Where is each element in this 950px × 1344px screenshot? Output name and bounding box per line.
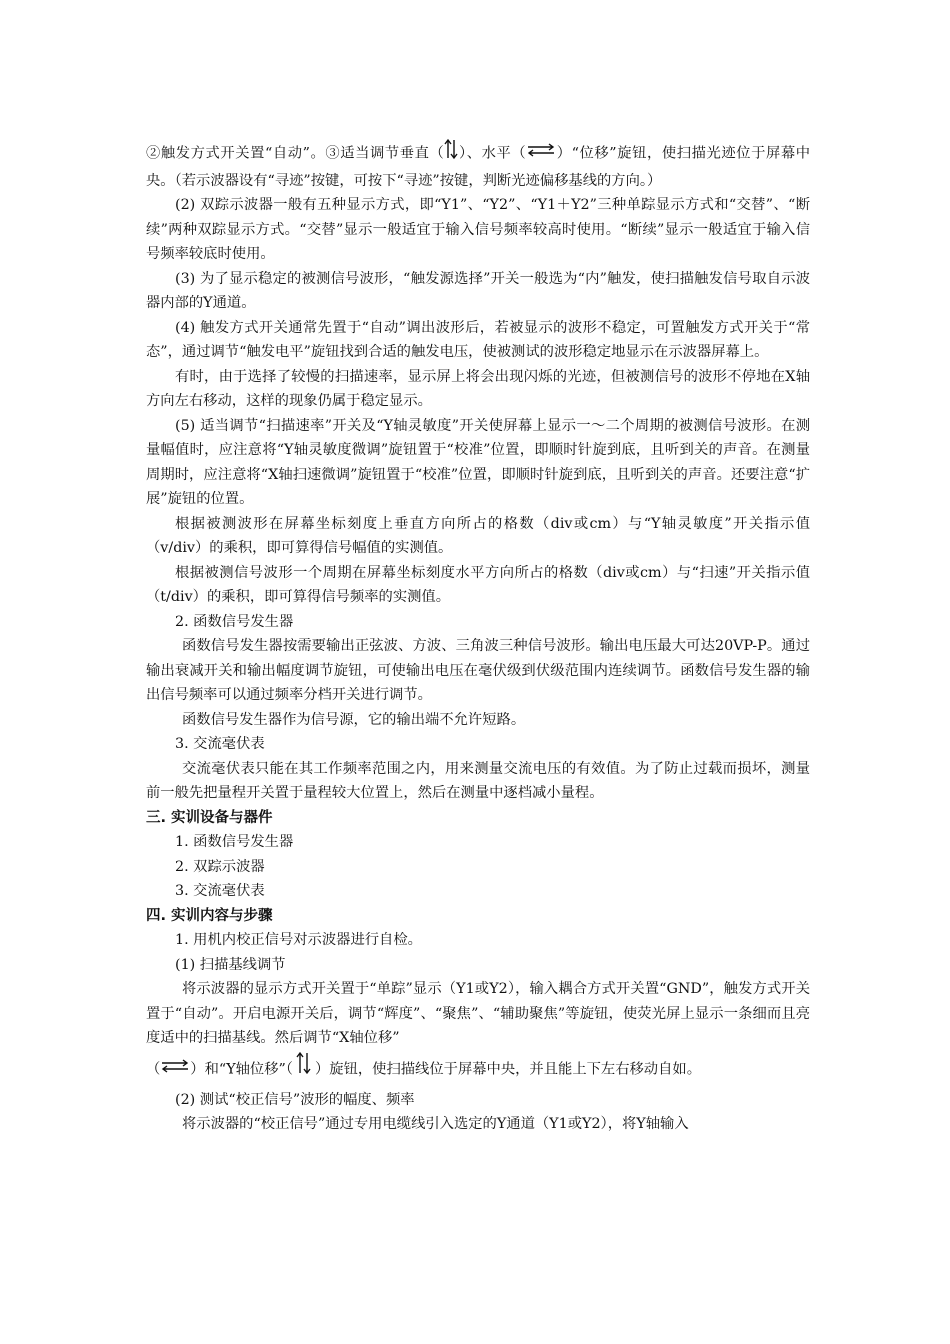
text: ）“位移”旋钮，使扫描光迹位于屏幕中央。（若示波器设有“寻迹”按键，可按下“寻迹”按键，判断光迹偏移基线的方向。） <box>146 145 810 189</box>
list-item: 2. 双踪示波器 <box>175 858 265 875</box>
text: ）和“Y轴位移”（ <box>190 1061 293 1077</box>
text: ）旋钮，使扫描线位于屏幕中央，并且能上下左右移动自如。 <box>314 1061 701 1077</box>
list-item: 3. 交流毫伏表 <box>175 883 265 899</box>
step-1-2: (2) 测试“校正信号”波形的幅度、频率 <box>175 1091 415 1108</box>
section-heading-equipment: 三. 实训设备与器件 <box>146 809 273 826</box>
paragraph-5: 有时，由于选择了较慢的扫描速率，显示屏上将会出现闪烁的光迹，但被测信号的波形不停地在X轴方向左右移动，这样的现象仍属于稳定显示。 <box>146 368 810 409</box>
paragraph-4: (4) 触发方式开关通常先置于“自动”调出波形后，若被显示的波形不稳定，可置触发方式开关于“常态”，通过调节“触发电平”旋钮找到合适的触发电压，使被测试的波形稳定地显示在示波器屏幕上。 <box>146 319 810 360</box>
horizontal-shift-arrows-icon <box>160 1052 190 1086</box>
horizontal-shift-arrows-icon <box>526 141 556 166</box>
text: （ <box>146 1061 161 1077</box>
list-item: 1. 函数信号发生器 <box>175 834 294 850</box>
paragraph-7: 根据被测波形在屏幕坐标刻度上垂直方向所占的格数（div或cm）与“Y轴灵敏度”开关指示值（v/div）的乘积，即可算得信号幅值的实测值。 <box>146 515 810 556</box>
paragraph-6: (5) 适当调节“扫描速率”开关及“Y轴灵敏度”开关使屏幕上显示一～二个周期的被测信号波形。在测量幅值时，应注意将“Y轴灵敏度微调”旋钮置于“校准”位置，即顺时针旋到底，且听到关的声音。在测量周期时，应注意将“X轴扫速微调”旋钮置于“校准”位置，即顺时针旋到底，且听到关的声音。还要注意“扩展”旋钮的位置。 <box>146 417 810 507</box>
text: ②触发方式开关置“自动”。③适当调节垂直（ <box>146 145 445 162</box>
paragraph-2: (2) 双踪示波器一般有五种显示方式，即“Y1”、“Y2”、“Y1＋Y2”三种单踪显示方式和“交替”、“断续”两种双踪显示方式。“交替”显示一般适宜于输入信号频率较高时使用。“断续”显示一般适宜于输入信号频率较底时使用。 <box>146 197 810 262</box>
vertical-shift-arrows-icon <box>444 138 458 169</box>
subheading-function-generator: 2. 函数信号发生器 <box>175 613 294 630</box>
paragraph-13: 交流毫伏表只能在其工作频率范围之内，用来测量交流电压的有效值。为了防止过载而损坏，测量前一般先把量程开关置于量程较大位置上，然后在测量中逐档减小量程。 <box>146 760 810 801</box>
subheading-ac-millivoltmeter: 3. 交流毫伏表 <box>175 736 265 752</box>
step-1-1-text-cont <box>146 1051 810 1088</box>
vertical-shift-arrows-icon <box>293 1051 315 1088</box>
paragraph-10: 函数信号发生器按需要输出正弦波、方波、三角波三种信号波形。输出电压最大可达20VP-P。通过输出衰减开关和输出幅度调节旋钮，可使输出电压在毫伏级到伏级范围内连续调节。函数信号发生器的输出信号频率可以通过频率分档开关进行调节。 <box>146 638 810 703</box>
text: ）、水平（ <box>458 145 527 162</box>
step-1: 1. 用机内校正信号对示波器进行自检。 <box>175 932 422 948</box>
paragraph-8: 根据被测信号波形一个周期在屏幕坐标刻度水平方向所占的格数（div或cm）与“扫速”开关指示值（t/div）的乘积，即可算得信号频率的实测值。 <box>146 564 810 605</box>
paragraph-11: 函数信号发生器作为信号源，它的输出端不允许短路。 <box>182 711 526 728</box>
step-1-2-text: 将示波器的“校正信号”通过专用电缆线引入选定的Y通道（Y1或Y2），将Y轴输入 <box>182 1116 689 1132</box>
document-page <box>146 138 810 1137</box>
step-1-1: (1) 扫描基线调节 <box>175 956 286 973</box>
paragraph-1 <box>146 138 810 193</box>
paragraph-3: (3) 为了显示稳定的被测信号波形，“触发源选择”开关一般选为“内”触发，使扫描触发信号取自示波器内部的Y通道。 <box>146 270 810 311</box>
section-heading-procedure: 四. 实训内容与步骤 <box>146 907 273 924</box>
step-1-1-text: 将示波器的显示方式开关置于“单踪”显示（Y1或Y2），输入耦合方式开关置“GND”，触发方式开关置于“自动”。开启电源开关后，调节“辉度”、“聚焦”、“辅助聚焦”等旋钮，使荧光屏上显示一条细而且亮度适中的扫描基线。然后调节“X轴位移” <box>146 981 810 1046</box>
